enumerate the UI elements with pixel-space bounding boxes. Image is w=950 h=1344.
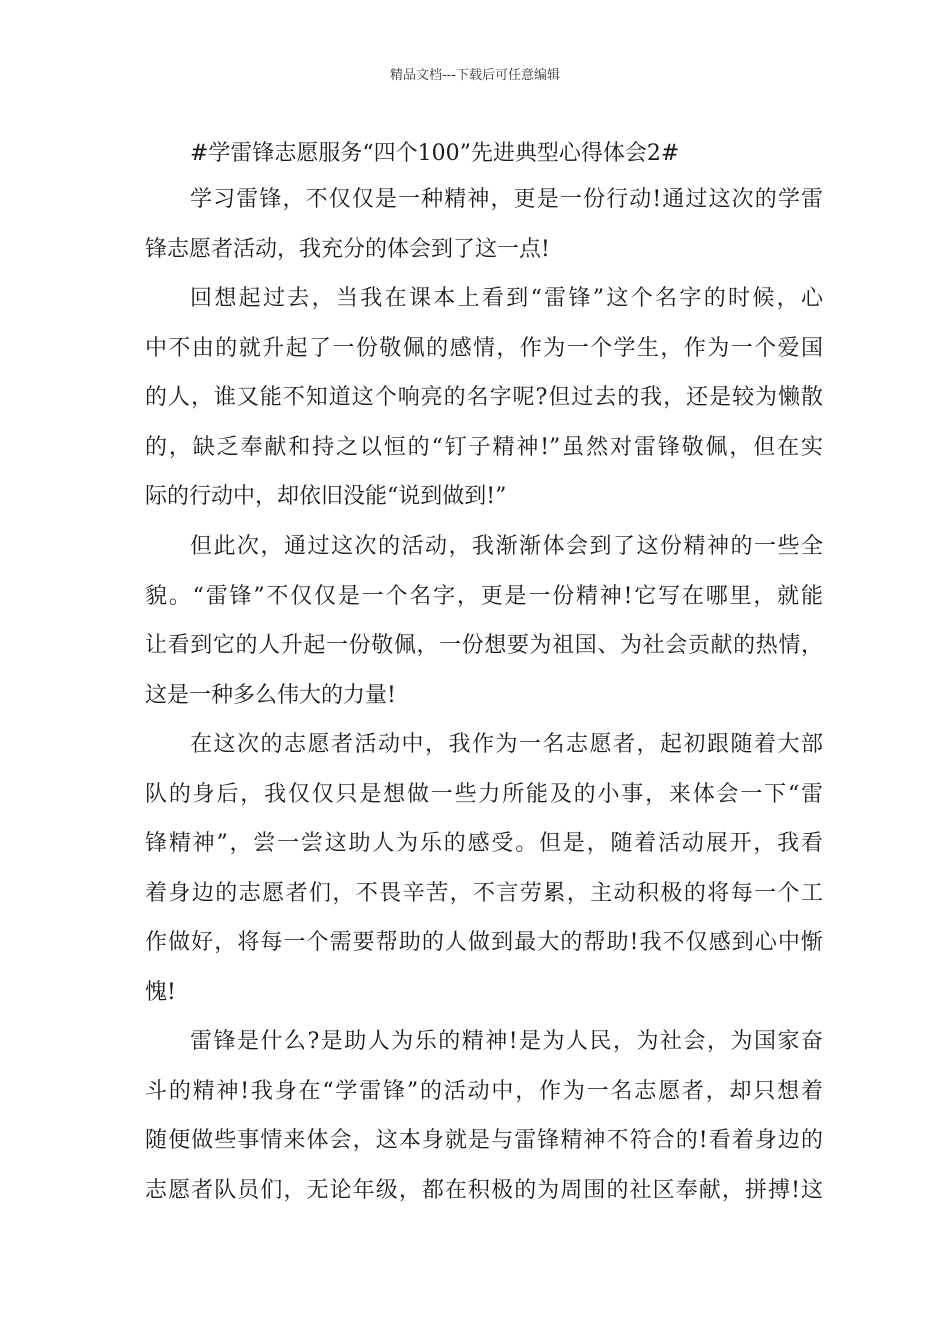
- paragraph-line: 中不由的就升起了一份敬佩的感情，作为一个学生，作为一个爱国: [145, 335, 823, 361]
- paragraph-line: 斗的精神!我身在“学雷锋”的活动中，作为一名志愿者，却只想着: [145, 1078, 823, 1104]
- paragraph-1: [145, 175, 823, 274]
- paragraph-line: 随便做些事情来体会，这本身就是与雷锋精神不符合的!看着身边的: [145, 1128, 823, 1154]
- paragraph-line: 愧!: [145, 979, 176, 1005]
- paragraph-line: 但此次，通过这次的活动，我渐渐体会到了这份精神的一些全: [190, 534, 823, 559]
- paragraph-line: 让看到它的人升起一份敬佩，一份想要为祖国、为社会贡献的热情，: [145, 633, 823, 659]
- paragraph-5: [145, 1017, 823, 1215]
- paragraph-line: 着身边的志愿者们，不畏辛苦，不言劳累，主动积极的将每一个工: [145, 880, 823, 906]
- paragraph-line: 学习雷锋，不仅仅是一种精神，更是一份行动!通过这次的学雷: [190, 187, 823, 212]
- paragraph-line: 锋精神”，尝一尝这助人为乐的感受。但是，随着活动展开，我看: [145, 831, 823, 857]
- paragraph-line: 雷锋是什么?是助人为乐的精神!是为人民，为社会，为国家奋: [190, 1029, 823, 1054]
- paragraph-3: [145, 522, 823, 720]
- paragraph-line: 际的行动中，却依旧没能“说到做到!”: [145, 484, 507, 510]
- paragraph-line: 锋志愿者活动，我充分的体会到了这一点!: [145, 236, 550, 262]
- paragraph-line: 这是一种多么伟大的力量!: [145, 682, 396, 708]
- paragraph-line: 志愿者队员们，无论年级，都在积极的为周围的社区奉献，拼搏!这: [145, 1177, 823, 1203]
- paragraph-line: 在这次的志愿者活动中，我作为一名志愿者，起初跟随着大部: [190, 732, 823, 757]
- paragraph-2: [145, 274, 823, 522]
- paragraph-line: 的人，谁又能不知道这个响亮的名字呢?但过去的我，还是较为懒散: [145, 385, 823, 411]
- paragraph-line: 的，缺乏奉献和持之以恒的“钉子精神!”虽然对雷锋敬佩，但在实: [145, 434, 823, 460]
- paragraph-line: 作做好，将每一个需要帮助的人做到最大的帮助!我不仅感到心中惭: [145, 930, 823, 956]
- paragraph-line: 貌。“雷锋”不仅仅是一个名字，更是一份精神!它写在哪里，就能: [145, 583, 823, 609]
- document-title: #学雷锋志愿服务“四个100”先进典型心得体会2#: [190, 141, 680, 166]
- paragraph-4: [145, 720, 823, 1018]
- page-header: 精品文档---下载后可任意编辑: [389, 68, 561, 83]
- paragraph-line: 回想起过去，当我在课本上看到“雷锋”这个名字的时候，心: [190, 286, 823, 311]
- paragraph-line: 队的身后，我仅仅只是想做一些力所能及的小事，来体会一下“雷: [145, 781, 823, 807]
